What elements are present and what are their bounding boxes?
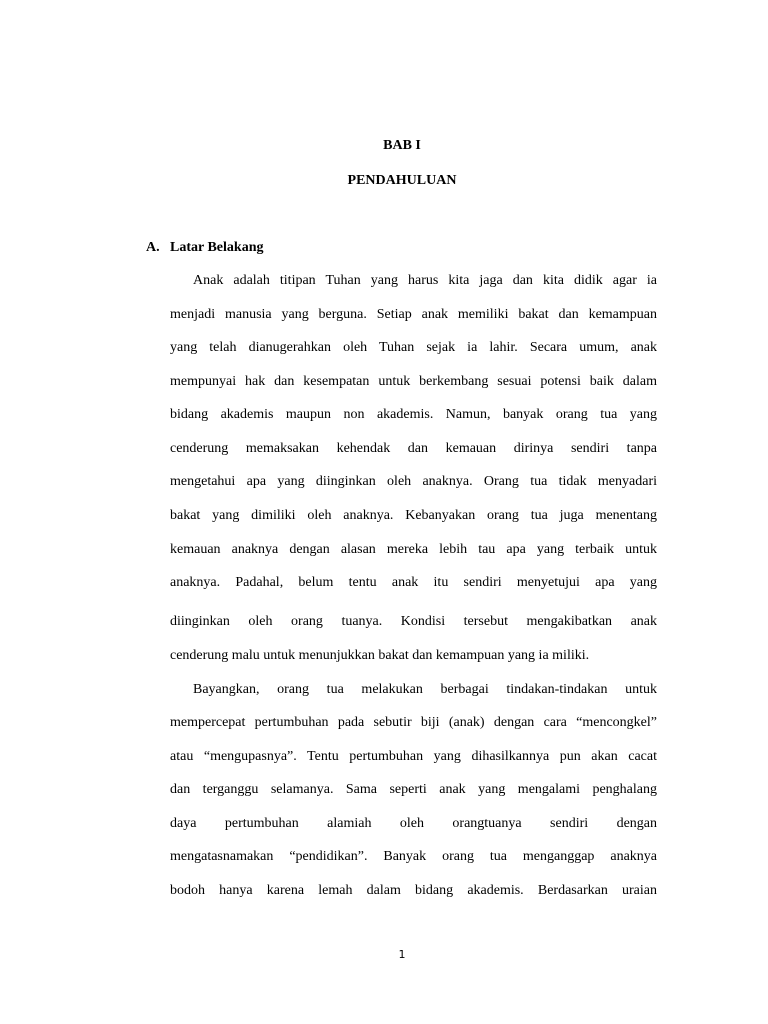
section-title: Latar Belakang — [170, 240, 264, 255]
paragraph-line: cenderung memaksakan kehendak dan kemauan dirinya sendiri tanpa — [170, 441, 657, 456]
page-number: 1 — [398, 948, 406, 961]
paragraph-line: bakat yang dimiliki oleh anaknya. Kebanyakan orang tua juga menentang — [170, 508, 657, 523]
chapter-title: PENDAHULUAN — [347, 173, 457, 188]
paragraph-line: Bayangkan, orang tua melakukan berbagai tindakan-tindakan untuk — [193, 682, 657, 697]
paragraph-line: kemauan anaknya dengan alasan mereka lebih tau apa yang terbaik untuk — [170, 542, 657, 557]
paragraph-line: cenderung malu untuk menunjukkan bakat dan kemampuan yang ia miliki. — [170, 648, 590, 663]
paragraph-line: mempunyai hak dan kesempatan untuk berkembang sesuai potensi baik dalam — [170, 374, 657, 389]
paragraph-line: mengetahui apa yang diinginkan oleh anaknya. Orang tua tidak menyadari — [170, 474, 657, 489]
paragraph-line: anaknya. Padahal, belum tentu anak itu sendiri menyetujui apa yang — [170, 575, 657, 590]
chapter-number: BAB I — [383, 138, 421, 153]
paragraph-line: daya pertumbuhan alamiah oleh orangtuanya sendiri dengan — [170, 816, 657, 831]
section-marker: A. — [146, 240, 160, 255]
paragraph-line: menjadi manusia yang berguna. Setiap anak memiliki bakat dan kemampuan — [170, 307, 657, 322]
paragraph-line: diinginkan oleh orang tuanya. Kondisi tersebut mengakibatkan anak — [170, 614, 657, 629]
paragraph-line: mengatasnamakan “pendidikan”. Banyak orang tua menganggap anaknya — [170, 849, 657, 864]
paragraph-line: atau “mengupasnya”. Tentu pertumbuhan yang dihasilkannya pun akan cacat — [170, 749, 657, 764]
paragraph-line: Anak adalah titipan Tuhan yang harus kita jaga dan kita didik agar ia — [193, 273, 657, 288]
section-heading — [146, 239, 263, 257]
paragraph-line: bidang akademis maupun non akademis. Namun, banyak orang tua yang — [170, 407, 657, 422]
paragraph-line: mempercepat pertumbuhan pada sebutir biji (anak) dengan cara “mencongkel” — [170, 715, 657, 730]
paragraph-line: dan terganggu selamanya. Sama seperti anak yang mengalami penghalang — [170, 782, 657, 797]
paragraph-line: yang telah dianugerahkan oleh Tuhan sejak ia lahir. Secara umum, anak — [170, 340, 657, 355]
paragraph-line: bodoh hanya karena lemah dalam bidang akademis. Berdasarkan uraian — [170, 883, 657, 898]
